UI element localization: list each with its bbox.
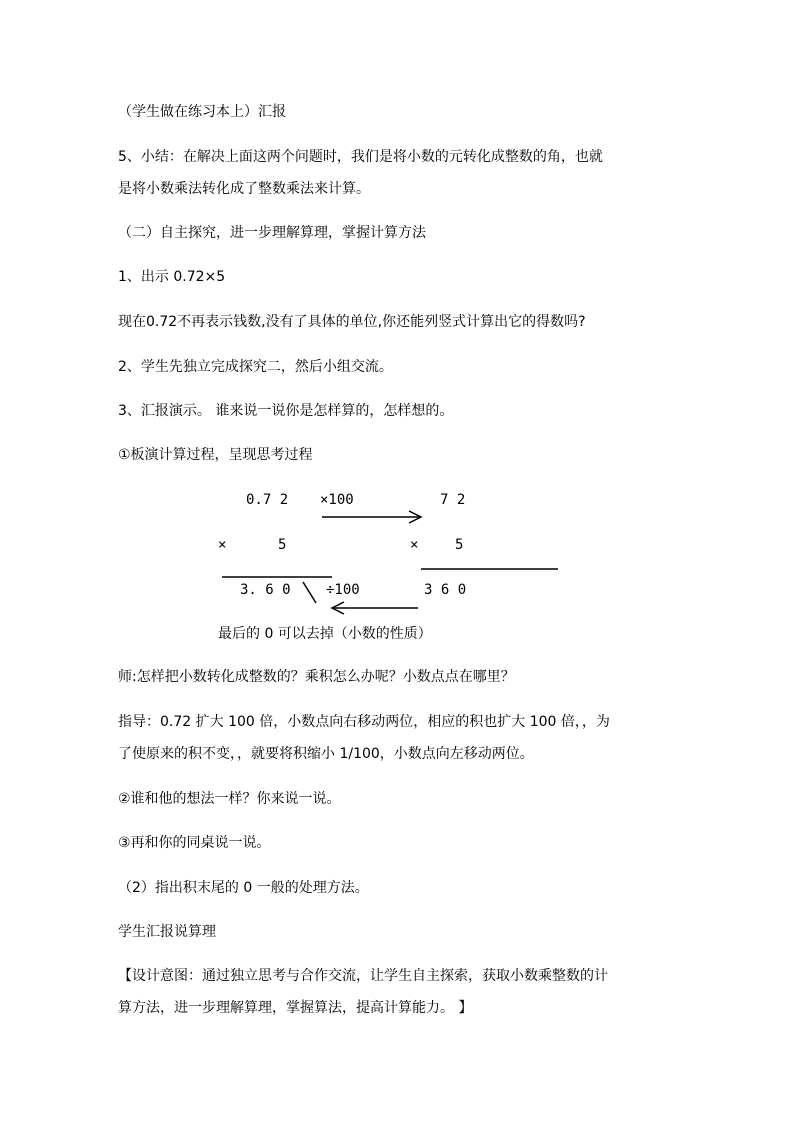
multiply-100-label: ×100	[320, 492, 354, 508]
text-line-12: 了使原来的积不变，，就要将积缩小 1/100，小数点向左移动两位。	[118, 746, 534, 762]
text-line-6: 现在0.72不再表示钱数,没有了具体的单位,你还能列竖式计算出它的得数吗?	[118, 314, 586, 330]
text-line-14: ③再和你的同桌说一说。	[118, 835, 271, 851]
left-product: 3. 6 0	[240, 582, 291, 598]
text-line-18: 算方法，进一步理解算理，掌握算法，提高计算能力。 】	[118, 1000, 473, 1016]
text-line-11: 指导：0.72 扩大 100 倍，小数点向右移动两位，相应的积也扩大 100 倍，，为	[118, 714, 610, 730]
text-line-2: 5、小结：在解决上面这两个问题时，我们是将小数的元转化成整数的角，也就	[118, 149, 603, 165]
text-line-4: （二）自主探究，进一步理解算理，掌握计算方法	[118, 225, 426, 241]
text-line-5: 1、出示 0.72×5	[118, 269, 226, 285]
right-times-sign: ×	[410, 537, 419, 553]
text-line-9: ①板演计算过程，呈现思考过程	[118, 447, 313, 463]
text-line-7: 2、学生先独立完成探究二，然后小组交流。	[118, 359, 393, 375]
text-line-3: 是将小数乘法转化成了整数乘法来计算。	[118, 181, 370, 197]
text-line-13: ②谁和他的想法一样？你来说一说。	[118, 791, 341, 807]
text-line-15: （2）指出积末尾的 0 一般的处理方法。	[118, 880, 369, 896]
text-line-16: 学生汇报说算理	[118, 924, 216, 940]
left-arrow-icon	[332, 602, 418, 614]
strike-slash	[303, 582, 316, 603]
left-multiplier: 5	[278, 537, 287, 553]
left-times-sign: ×	[218, 537, 227, 553]
right-multiplicand: 7 2	[440, 492, 466, 508]
right-product: 3 6 0	[424, 582, 467, 598]
text-line-10: 师:怎样把小数转化成整数的？乘积怎么办呢？小数点点在哪里？	[118, 669, 515, 685]
text-line-8: 3、汇报演示。 谁来说一说你是怎样算的，怎样想的。	[118, 403, 454, 419]
text-line-17: 【设计意图：通过独立思考与合作交流，让学生自主探索，获取小数乘整数的计	[118, 968, 608, 984]
calc-note: 最后的 0 可以去掉（小数的性质）	[218, 626, 432, 642]
right-multiplier: 5	[455, 537, 464, 553]
text-line-1: （学生做在练习本上）汇报	[118, 104, 286, 120]
divide-100-label: ÷100	[326, 582, 360, 598]
left-multiplicand: 0.7 2	[246, 492, 289, 508]
right-arrow-icon	[322, 511, 421, 523]
